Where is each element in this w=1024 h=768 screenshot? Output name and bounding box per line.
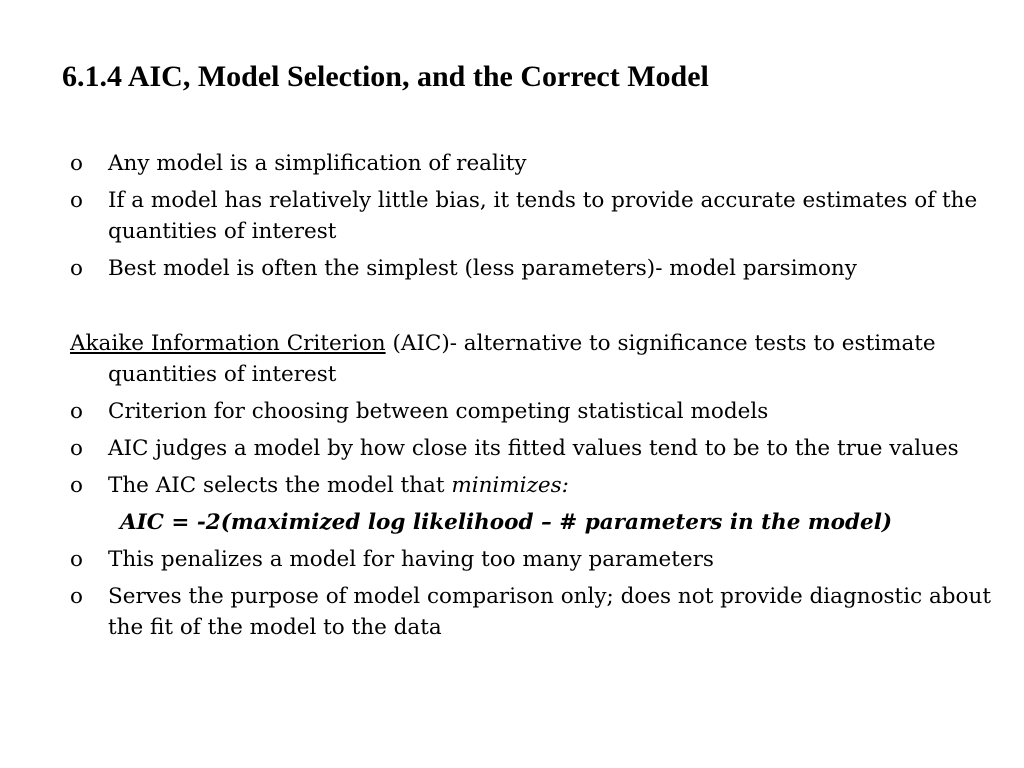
bullet-marker: o bbox=[70, 256, 83, 281]
list-item bbox=[70, 544, 1000, 575]
bullet-marker: o bbox=[70, 399, 83, 424]
bullet-text: Any model is a simplification of reality bbox=[108, 151, 527, 176]
bullet-marker: o bbox=[70, 436, 83, 461]
list-item bbox=[70, 396, 1000, 427]
aic-term: Akaike Information Criterion bbox=[70, 331, 386, 356]
aic-definition-text: (AIC)- alternative to significance tests to estimate quantities of interest bbox=[108, 331, 936, 387]
list-item bbox=[70, 470, 1000, 501]
bullet-marker: o bbox=[70, 188, 83, 213]
bullet-list-intro bbox=[70, 148, 1000, 284]
section-spacer bbox=[70, 290, 1000, 328]
list-item bbox=[70, 581, 1000, 643]
list-item bbox=[70, 433, 1000, 464]
slide-content bbox=[70, 148, 1000, 649]
bullet-text: Criterion for choosing between competing statistical models bbox=[108, 399, 769, 424]
bullet-text: Best model is often the simplest (less parameters)- model parsimony bbox=[108, 256, 857, 281]
list-item bbox=[70, 148, 1000, 179]
bullet-text: Serves the purpose of model comparison only; does not provide diagnostic about the fit of the model to the data bbox=[108, 584, 991, 640]
bullet-text: If a model has relatively little bias, it tends to provide accurate estimates of the quantities of interest bbox=[108, 188, 978, 244]
list-item bbox=[70, 253, 1000, 284]
aic-formula: AIC = -2(maximized log likelihood – # parameters in the model) bbox=[120, 510, 893, 535]
bullet-emphasis: minimizes: bbox=[451, 473, 569, 498]
aic-definition bbox=[70, 328, 1000, 390]
bullet-list-aic bbox=[70, 396, 1000, 501]
list-item bbox=[70, 185, 1000, 247]
bullet-list-penalty bbox=[70, 544, 1000, 643]
bullet-marker: o bbox=[70, 547, 83, 572]
slide-title: 6.1.4 AIC, Model Selection, and the Correct Model bbox=[62, 60, 709, 93]
bullet-text: This penalizes a model for having too many parameters bbox=[108, 547, 714, 572]
bullet-marker: o bbox=[70, 473, 83, 498]
bullet-marker: o bbox=[70, 584, 83, 609]
bullet-marker: o bbox=[70, 151, 83, 176]
bullet-text: AIC judges a model by how close its fitted values tend to be to the true values bbox=[108, 436, 959, 461]
bullet-text: The AIC selects the model that bbox=[108, 473, 452, 498]
